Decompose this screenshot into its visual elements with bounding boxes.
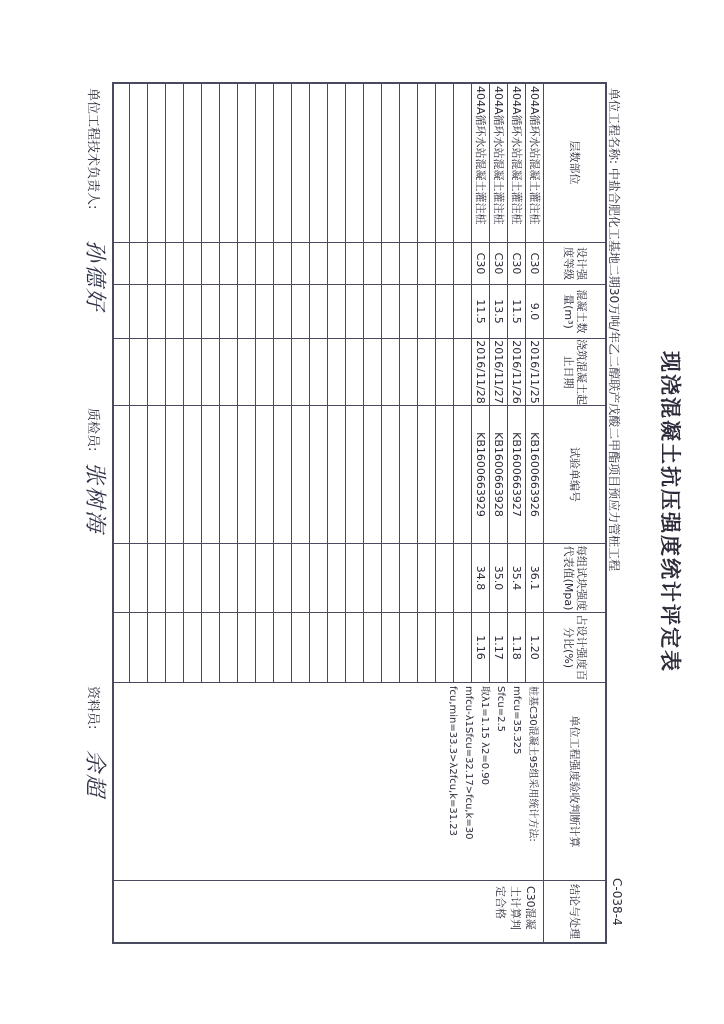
header-strength: 每组试块强度代表值(Mpa): [562, 545, 588, 611]
tech-lead-signature: 孙德好: [82, 240, 107, 313]
cell-location: 404A循环水站混凝土灌注桩: [474, 86, 487, 225]
project-name-line: 单位工程名称: 中盐合肥化工基地二期30万吨/年乙二醇联产戊酸二甲酯项目预应力管桩工程: [607, 88, 621, 572]
header-date: 浇筑混凝土起止日期: [562, 339, 588, 405]
cell-date: 2016/11/26: [510, 340, 523, 404]
cell-volume: 11.5: [474, 299, 487, 324]
qc-label: 质检员:: [85, 408, 100, 452]
header-grade: 设计强度等级: [562, 247, 588, 280]
cell-volume: 13.5: [492, 299, 505, 324]
qc-signature: 张树海: [82, 462, 107, 535]
cell-date: 2016/11/25: [528, 340, 541, 404]
data-clerk-label: 资料员:: [85, 686, 100, 730]
tech-lead-label: 单位工程技术负责人:: [85, 88, 100, 210]
cell-percent: 1.16: [474, 635, 487, 660]
cell-report-no: KB1600663929: [474, 432, 487, 517]
cell-grade: C30: [528, 252, 541, 275]
calc-line: fcu,min=33.3>λ2fcu,k=31.23: [447, 686, 458, 837]
data-clerk-signature: 余超: [82, 750, 107, 799]
cell-location: 404A循环水站混凝土灌注桩: [492, 86, 505, 225]
cell-strength: 36.1: [528, 565, 541, 591]
cell-volume: 9.0: [528, 302, 541, 321]
cell-date: 2016/11/28: [474, 340, 487, 404]
cell-grade: C30: [510, 252, 523, 275]
cell-location: 404A循环水站混凝土灌注桩: [510, 86, 523, 225]
cell-report-no: KB1600663927: [510, 432, 523, 517]
header-percent: 占设计强度百分比(%): [562, 614, 588, 681]
form-code: C-038-4: [610, 878, 624, 926]
calc-line: 取λ1=1.15 λ2=0.90: [479, 686, 490, 786]
cell-strength: 34.8: [474, 565, 487, 591]
cell-location: 404A循环水站混凝土灌注桩: [528, 86, 541, 225]
cell-date: 2016/11/27: [492, 340, 505, 404]
header-location: 层数部位: [568, 140, 582, 185]
calc-line: mfcu=35.325: [511, 686, 522, 755]
cell-report-no: KB1600663926: [528, 432, 541, 517]
cell-grade: C30: [492, 252, 505, 275]
cell-grade: C30: [474, 252, 487, 275]
header-volume: 混凝土数量(m³): [562, 289, 588, 334]
cell-report-no: KB1600663928: [492, 432, 505, 517]
header-calc: 单位工程强度验收判断计算: [568, 715, 582, 848]
cell-strength: 35.0: [492, 565, 505, 591]
cell-percent: 1.18: [510, 635, 523, 660]
cell-percent: 1.20: [528, 635, 541, 660]
conclusion-line: 土计算判: [509, 886, 522, 930]
calc-line: Sfcu=2.5: [495, 686, 506, 732]
conclusion-line: 定合格: [494, 886, 507, 919]
cell-volume: 11.5: [510, 299, 523, 324]
cell-strength: 35.4: [510, 565, 523, 591]
header-report-no: 试验单编号: [568, 447, 582, 502]
conclusion-line: C30混凝: [524, 886, 537, 930]
calc-line: 桩基C30混凝土95组采用统计方法:: [527, 686, 538, 842]
header-result: 结论与处理: [568, 884, 582, 939]
form-title: 现浇混凝土抗压强度统计评定表: [658, 351, 683, 673]
calc-line: mfcu-λ1Sfcu=32.17>fcu,k=30: [463, 686, 474, 840]
cell-percent: 1.17: [492, 635, 505, 660]
